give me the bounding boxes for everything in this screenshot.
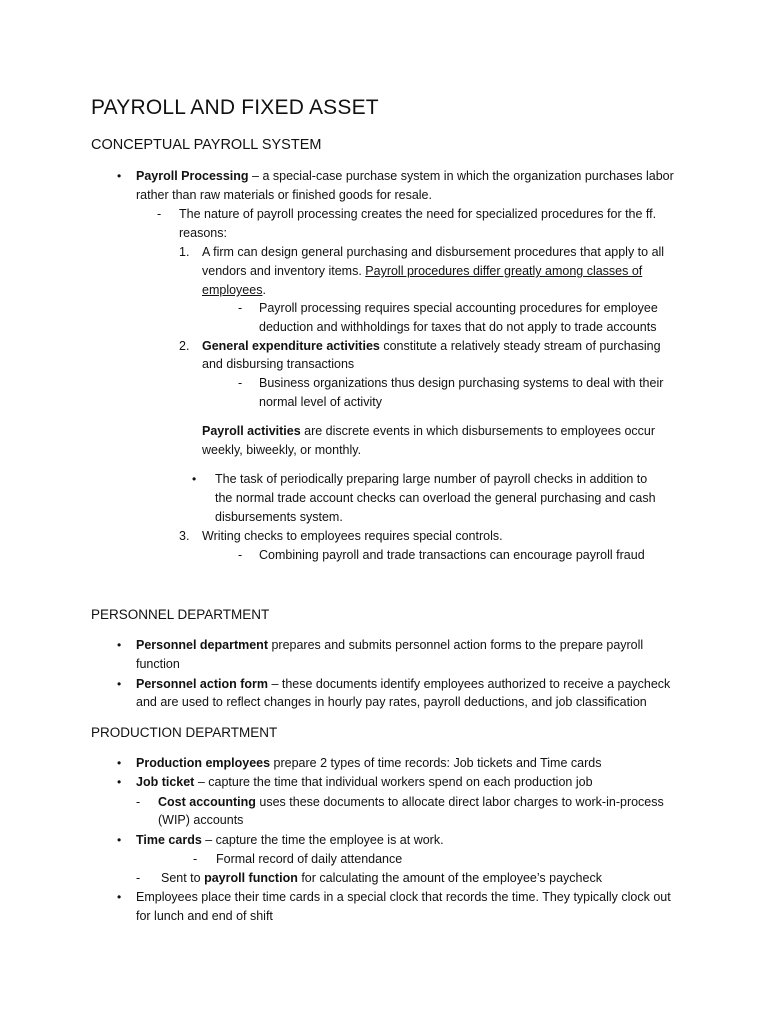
paragraph: Payroll activities are discrete events in which disbursements to employees occur	[202, 424, 656, 438]
bullet-marker: •	[117, 775, 122, 789]
term-bold: Production employees	[136, 756, 271, 770]
list-item-continuation: employees.	[202, 283, 266, 297]
list-item-continuation: the normal trade account checks can overload the general purchasing and cash	[215, 491, 656, 505]
term-bold: General expenditure activities	[202, 339, 380, 353]
list-item: Payroll Processing – a special-case purchase system in which the organization purchases labor	[136, 169, 674, 183]
list-item-continuation: and disbursing transactions	[202, 357, 355, 371]
section-heading-conceptual: CONCEPTUAL PAYROLL SYSTEM	[91, 137, 322, 153]
term-bold: Time cards	[136, 833, 202, 847]
bullet-marker: •	[117, 638, 122, 652]
list-item: Production employees prepare 2 types of time records: Job tickets and Time cards	[136, 756, 602, 770]
dash-marker: -	[238, 548, 243, 562]
paragraph-continuation: weekly, biweekly, or monthly.	[202, 443, 362, 457]
list-item: Combining payroll and trade transactions can encourage payroll fraud	[259, 548, 645, 562]
dash-marker: -	[136, 871, 141, 885]
dash-marker: -	[193, 852, 198, 866]
number-marker: 3.	[179, 529, 190, 543]
term-bold: Job ticket	[136, 775, 195, 789]
list-item-continuation: function	[136, 657, 180, 671]
term-bold: payroll function	[204, 871, 298, 885]
number-marker: 1.	[179, 245, 190, 259]
list-item: Writing checks to employees requires special controls.	[202, 529, 503, 543]
list-item: Personnel action form – these documents identify employees authorized to receive a paycheck	[136, 677, 671, 691]
dash-marker: -	[157, 207, 162, 221]
list-item: Time cards – capture the time the employee is at work.	[136, 833, 444, 847]
section-heading-production: PRODUCTION DEPARTMENT	[91, 725, 278, 740]
bullet-marker: •	[117, 833, 122, 847]
list-item-continuation: normal level of activity	[259, 395, 382, 409]
list-item: Job ticket – capture the time that individual workers spend on each production job	[136, 775, 593, 789]
list-item-continuation: deduction and withholdings for taxes that do not apply to trade accounts	[259, 320, 657, 334]
list-item-continuation: for lunch and end of shift	[136, 909, 273, 923]
page-title: PAYROLL AND FIXED ASSET	[91, 96, 379, 119]
list-item: Business organizations thus design purchasing systems to deal with their	[259, 376, 664, 390]
bullet-marker: •	[117, 756, 122, 770]
list-item-continuation: rather than raw materials or finished goods for resale.	[136, 188, 432, 202]
bullet-marker: •	[192, 472, 197, 486]
list-item-continuation: reasons:	[179, 226, 227, 240]
list-item: Sent to payroll function for calculating the amount of the employee’s paycheck	[161, 871, 602, 885]
list-item: Employees place their time cards in a special clock that records the time. They typically clock out	[136, 890, 671, 904]
term-bold: Payroll activities	[202, 424, 301, 438]
list-item-continuation: disbursements system.	[215, 510, 343, 524]
section-heading-personnel: PERSONNEL DEPARTMENT	[91, 607, 270, 622]
bullet-marker: •	[117, 677, 122, 691]
bullet-marker: •	[117, 169, 122, 183]
list-item: Personnel department prepares and submits personnel action forms to the prepare payroll	[136, 638, 644, 652]
bullet-marker: •	[117, 890, 122, 904]
dash-marker: -	[238, 301, 243, 315]
dash-marker: -	[238, 376, 243, 390]
list-item: Cost accounting uses these documents to allocate direct labor charges to work-in-process	[158, 795, 664, 809]
list-item: The nature of payroll processing creates the need for specialized procedures for the ff.	[179, 207, 657, 221]
list-item: The task of periodically preparing large number of payroll checks in addition to	[215, 472, 648, 486]
term-bold: Payroll Processing	[136, 169, 249, 183]
list-item: Payroll processing requires special accounting procedures for employee	[259, 301, 658, 315]
dash-marker: -	[136, 795, 141, 809]
term-bold: Cost accounting	[158, 795, 256, 809]
list-item: Formal record of daily attendance	[216, 852, 403, 866]
list-item-continuation: (WIP) accounts	[158, 813, 244, 827]
term-bold: Personnel department	[136, 638, 268, 652]
list-item: A firm can design general purchasing and disbursement procedures that apply to all	[202, 245, 665, 259]
list-item: General expenditure activities constitute a relatively steady stream of purchasing	[202, 339, 661, 353]
list-item-continuation: and are used to reflect changes in hourly pay rates, payroll deductions, and job classification	[136, 695, 647, 709]
number-marker: 2.	[179, 339, 190, 353]
list-item-continuation: vendors and inventory items. Payroll procedures differ greatly among classes of	[202, 264, 643, 278]
term-bold: Personnel action form	[136, 677, 268, 691]
